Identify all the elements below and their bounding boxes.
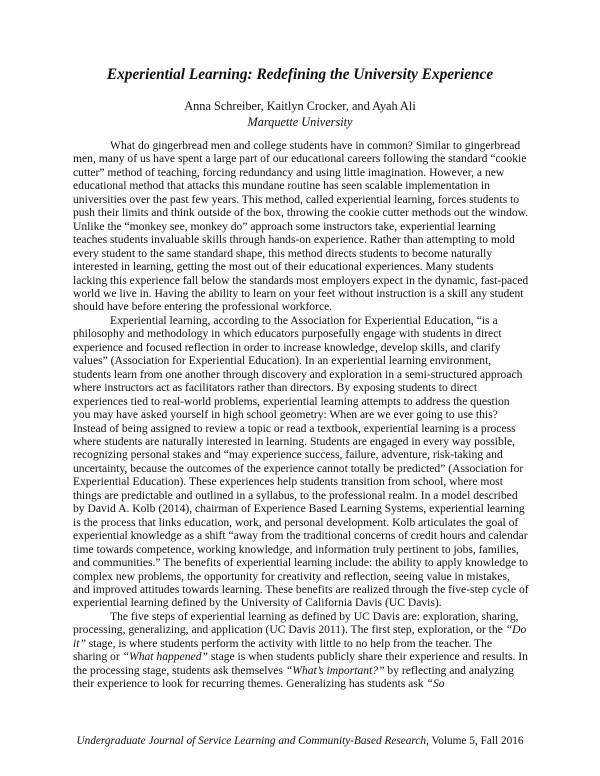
what-happened-quote: “What happened”: [122, 650, 208, 664]
author-list: Anna Schreiber, Kaitlyn Crocker, and Ayah Ali: [184, 99, 416, 113]
paragraph-3-part-e: stage is when students publicly share their experience and results. In the processing stage, students ask themselves: [73, 650, 528, 677]
paper-title: Experiential Learning: Redefining the University Experience: [106, 66, 494, 83]
do-it-quote: “Do it”: [73, 623, 527, 650]
affiliation: Marquette University: [247, 115, 353, 129]
so-quote: “So: [426, 677, 445, 691]
journal-name: Undergraduate Journal of Service Learning and Community-Based Research: [76, 735, 427, 747]
paragraph-1: What do gingerbread men and college students have in common? Similar to gingerbread men, many of us have spent a large part of our educational careers following the standard “cookie cutter” method of teaching, forcing redundancy and using little imagination. However, a new educational method that attacks this mundane routine has seen scalable implementation in universities over the past few years. This method, called experiential learning, forces students to push their limits and think outside of the box, throwing the cookie cutter methods out the window. Unlike the “monkey see, monkey do” approach some instructors take, experiential learning teaches students invaluable skills through hands-on experience. Rather than attempting to mold every student to the same standard shape, this method directs students to become naturally interested in learning, getting the most out of their educational experiences. Many students lacking this experience fall below the standards most employers expect in the dynamic, fast-paced world we live in. Having the ability to learn on your feet without instruction is a skill any student should have before entering the professional workforce.: [73, 139, 529, 314]
journal-issue: , Volume 5, Fall 2016: [426, 735, 524, 747]
paragraph-3: [73, 610, 529, 691]
paragraph-3-part-a: The five steps of experiential learning as defined by UC Davis are: exploration, sharing, processing, generalizing, and application (UC Davis 2011). The first step, exploration, or the: [73, 609, 519, 637]
article-body: [73, 139, 529, 691]
paragraph-2: Experiential learning, according to the Association for Experiential Education, “is a philosophy and methodology in which educators purposefully engage with students in direct experience and focused reflection in order to increase knowledge, develop skills, and clarify values” (Association for Experiential Education). In an experiential learning environment, students learn from one another through discovery and exploration in a semi-structured approach where instructors act as facilitators rather than directors. By exposing students to direct experiences tied to real-world problems, experiential learning attempts to address the question you may have asked yourself in high school geometry: When are we ever going to use this? Instead of being assigned to review a topic or read a textbook, experiential learning is a process where students are naturally interested in learning. Students are engaged in every way possible, recognizing personal stakes and “may experience success, failure, adventure, risk-taking and uncertainty, because the outcomes of the experience cannot totally be predicted” (Association for Experiential Education). These experiences help students transition from school, where most things are predictable and outlined in a syllabus, to the professional realm. In a model described by David A. Kolb (2014), chairman of Experience Based Learning Systems, experiential learning is the process that links education, work, and personal development. Kolb articulates the goal of experiential knowledge as a shift “away from the traditional concerns of credit hours and calendar time towards competence, working knowledge, and information truly pertinent to jobs, families, and communities.” The benefits of experiential learning include: the ability to apply knowledge to complex new problems, the opportunity for creativity and reflection, seeing value in mistakes, and improved attitudes towards learning. These benefits are realized through the five-step cycle of experiential learning defined by the University of California Davis (UC Davis).: [73, 313, 529, 610]
whats-important-quote: “What’s important?”: [285, 663, 385, 677]
page-footer: [60, 735, 540, 747]
paragraph-3-part-g: by reflecting and analyzing their experience to look for recurring themes. Generalizing has students ask: [73, 663, 514, 691]
paragraph-3-part-c: stage, is where students perform the activity with little to no help from the teacher. The sharing or: [73, 636, 492, 664]
byline: [60, 98, 540, 130]
